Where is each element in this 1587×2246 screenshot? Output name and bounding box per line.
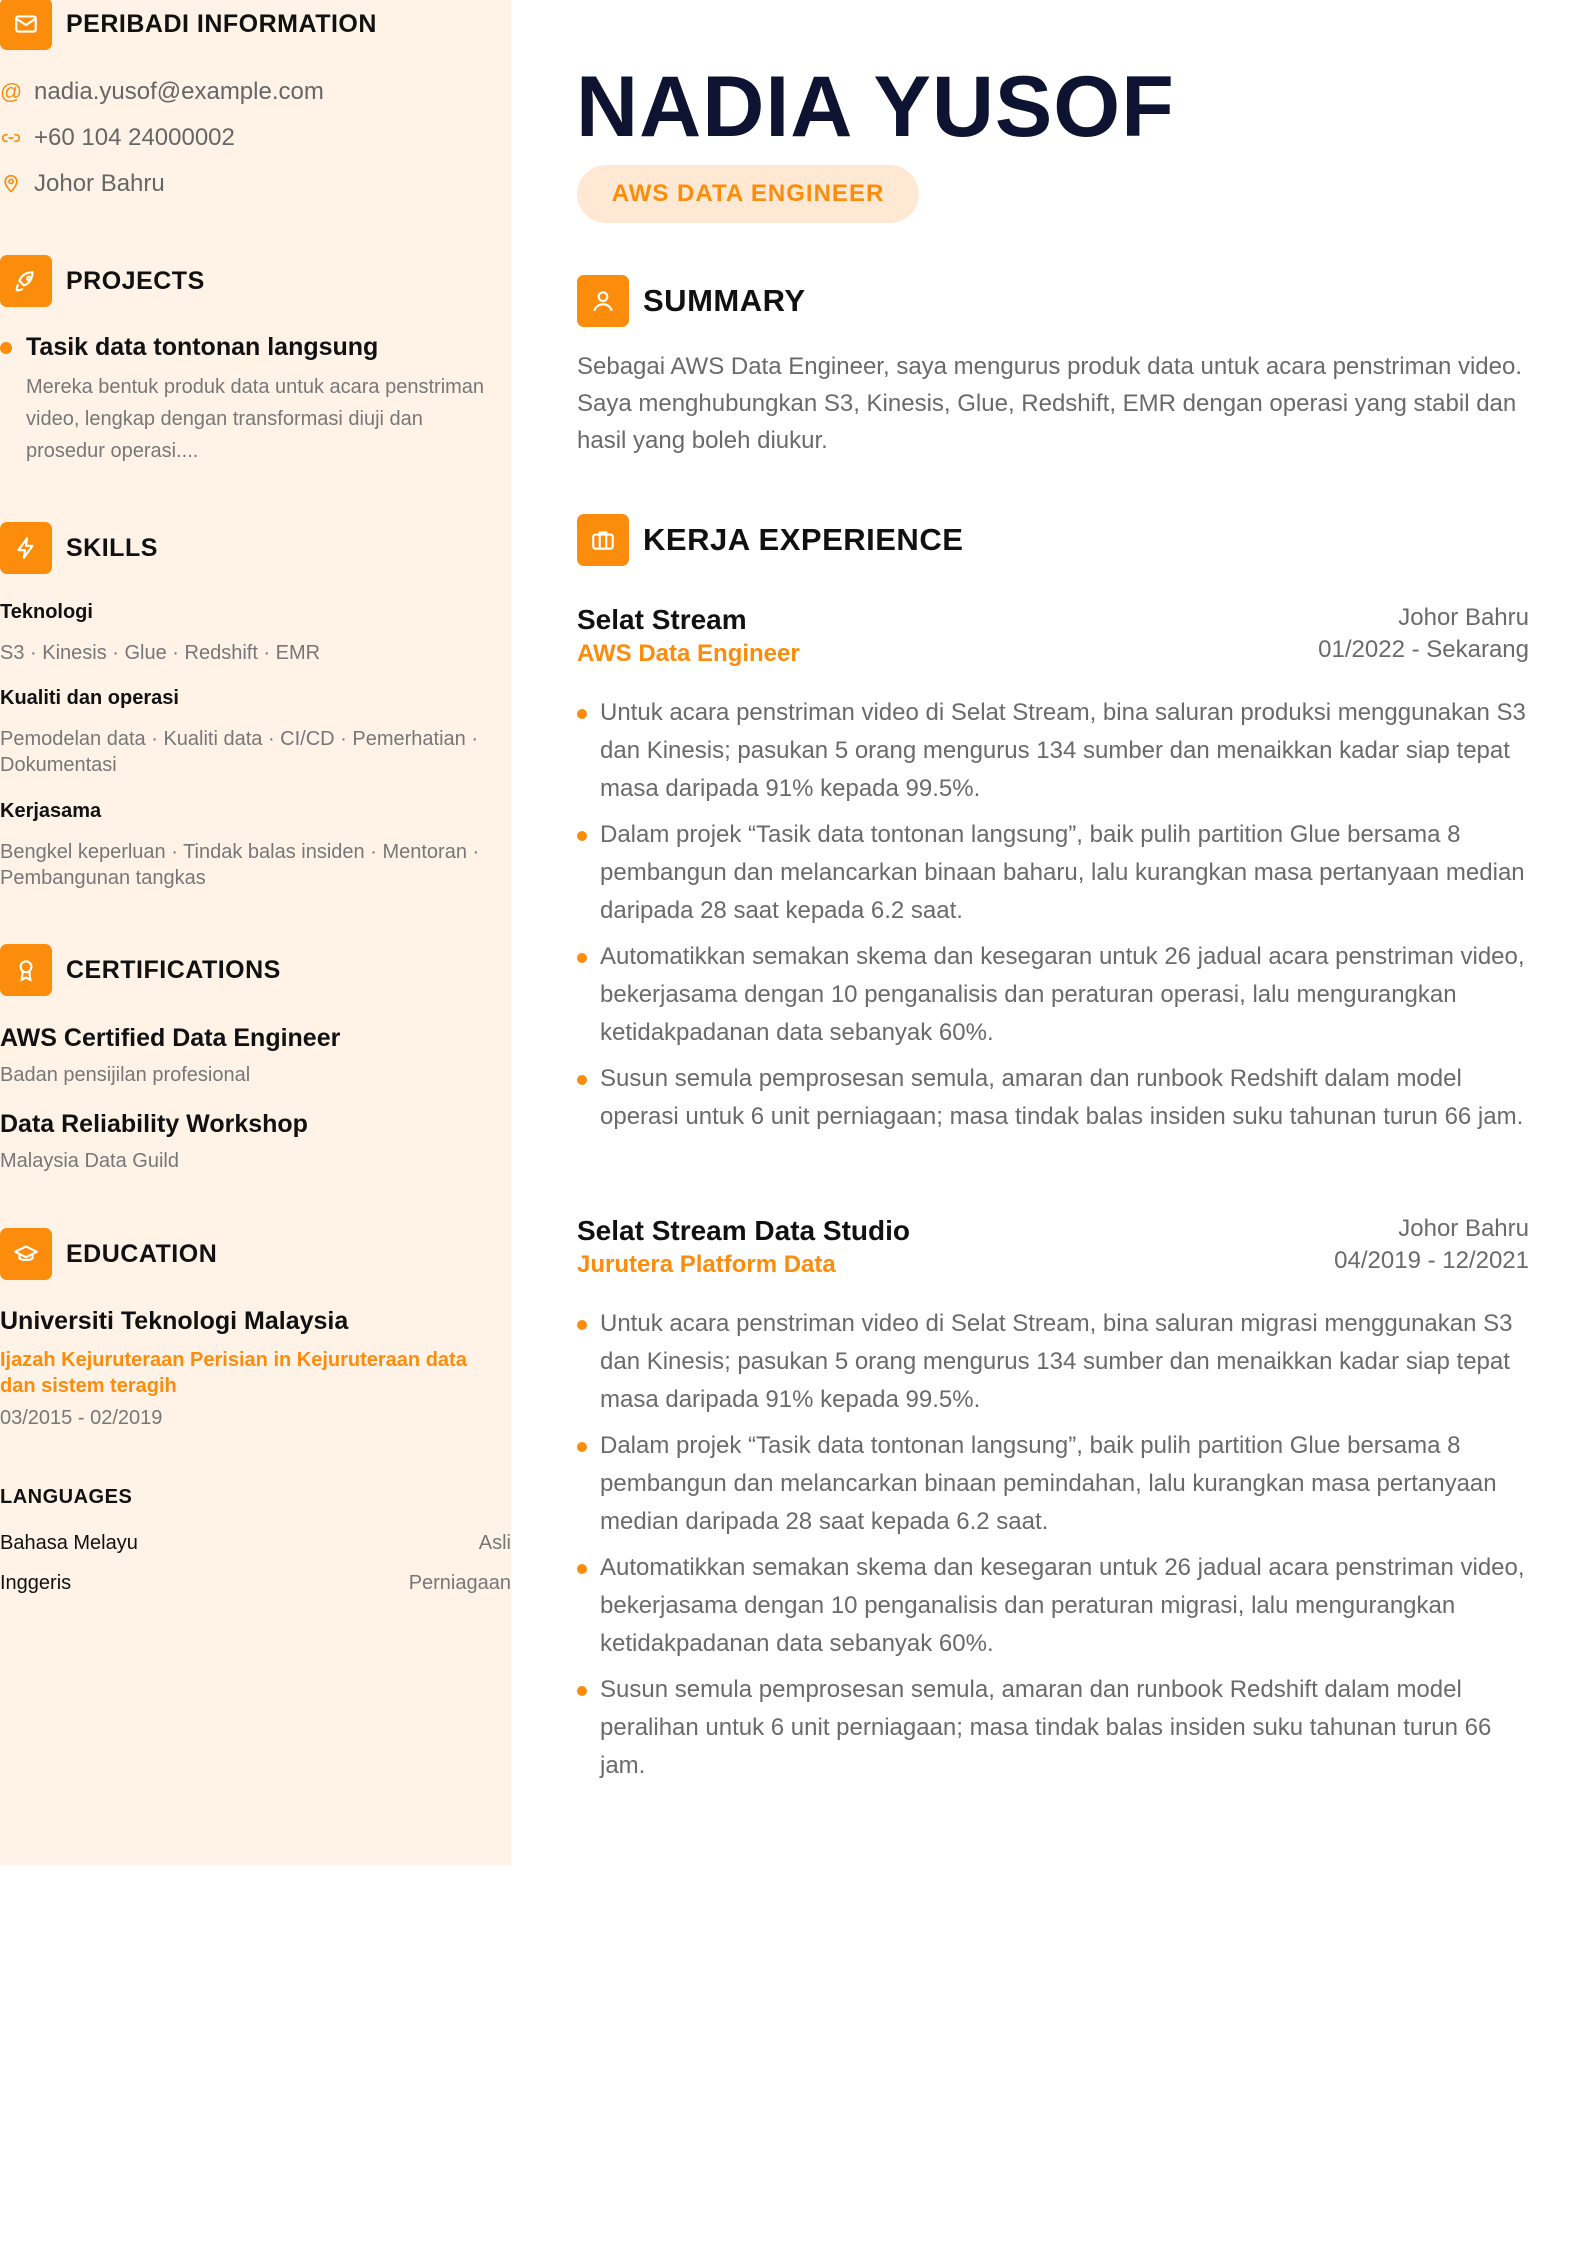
job-bullet: Untuk acara penstriman video di Selat Stream, bina saluran produksi menggunakan S3 dan Kinesis; pasukan 5 orang mengurus 134 sumber dan menaikkan kadar siap tepat masa daripada 91% kepada 99.5%. <box>577 694 1529 808</box>
cert-name: AWS Certified Data Engineer <box>0 1024 341 1052</box>
job-title: Jurutera Platform Data <box>577 1251 836 1278</box>
cert-org: Malaysia Data Guild <box>0 1150 179 1172</box>
job-title: AWS Data Engineer <box>577 640 800 667</box>
job-company: Selat Stream Data Studio <box>577 1215 910 1246</box>
summary-text: Sebagai AWS Data Engineer, saya mengurus produk data untuk acara penstriman video. Saya menghubungkan S3, Kinesis, Glue, Redshift, EMR dengan operasi yang stabil dan hasil yang boleh diukur. <box>577 353 1523 454</box>
personal-title: PERIBADI INFORMATION <box>66 9 377 38</box>
skills-section-header <box>0 522 158 574</box>
job-bullet: Dalam projek “Tasik data tontonan langsung”, baik pulih partition Glue bersama 8 pembangun dan melancarkan binaan pemindahan, lalu kurangkan masa pertanyaan median daripada 28 saat kepada 6.2 saat. <box>577 1427 1529 1541</box>
education-section-header <box>0 1228 217 1280</box>
job-bullets <box>577 1305 1529 1785</box>
education-school: Universiti Teknologi Malaysia <box>0 1307 349 1335</box>
skill-category: Teknologi <box>0 601 93 623</box>
project-name: Tasik data tontonan langsung <box>26 333 379 361</box>
experience-section-header <box>577 514 963 566</box>
projects-title: PROJECTS <box>66 266 205 295</box>
job-entry <box>577 1215 1529 1793</box>
lightning-icon <box>0 522 52 574</box>
job-meta <box>1318 602 1529 666</box>
job-bullet: Untuk acara penstriman video di Selat Stream, bina saluran migrasi menggunakan S3 dan Kinesis; pasukan 5 orang mengurus 134 sumber dan menaikkan kadar siap tepat masa daripada 91% kepada 99.5%. <box>577 1305 1529 1419</box>
briefcase-icon <box>577 514 629 566</box>
languages-title: LANGUAGES <box>0 1486 133 1508</box>
email-row[interactable] <box>0 78 324 106</box>
map-pin-icon <box>0 173 22 195</box>
language-name: Inggeris <box>0 1572 72 1594</box>
role-badge: AWS DATA ENGINEER <box>577 165 919 223</box>
job-location: Johor Bahru <box>1398 1215 1529 1242</box>
phone-text: +60 104 24000002 <box>34 124 235 151</box>
summary-section-header <box>577 275 806 327</box>
email-text: nadia.yusof@example.com <box>34 78 324 105</box>
project-item <box>0 333 378 362</box>
skill-list: Bengkel keperluan · Tindak balas insiden · Mentoran · Pembangunan tangkas <box>0 841 480 889</box>
job-bullet: Dalam projek “Tasik data tontonan langsung”, baik pulih partition Glue bersama 8 pembangun dan melancarkan binaan baharu, lalu kurangkan masa pertanyaan median daripada 28 saat kepada 6.2 saat. <box>577 816 1529 930</box>
skill-list: S3 · Kinesis · Glue · Redshift · EMR <box>0 642 321 664</box>
summary-title: SUMMARY <box>643 283 806 318</box>
job-entry <box>577 604 1529 1144</box>
phone-row[interactable] <box>0 124 235 152</box>
job-location: Johor Bahru <box>1398 604 1529 631</box>
certifications-title: CERTIFICATIONS <box>66 955 281 984</box>
job-company: Selat Stream <box>577 604 747 635</box>
location-row <box>0 170 165 198</box>
language-level: Perniagaan <box>408 1572 511 1594</box>
language-level: Asli <box>478 1532 511 1554</box>
job-bullets <box>577 694 1529 1136</box>
bullet-dot <box>0 342 12 354</box>
award-icon <box>0 944 52 996</box>
job-bullet: Susun semula pemprosesan semula, amaran dan runbook Redshift dalam model peralihan untuk 6 unit perniagaan; masa tindak balas insiden suku tahunan turun 66 jam. <box>577 1671 1529 1785</box>
rocket-icon <box>0 255 52 307</box>
job-bullet: Susun semula pemprosesan semula, amaran dan runbook Redshift dalam model operasi untuk 6 unit perniagaan; masa tindak balas insiden suku tahunan turun 66 jam. <box>577 1060 1529 1136</box>
education-dates: 03/2015 - 02/2019 <box>0 1407 163 1429</box>
cert-org: Badan pensijilan profesional <box>0 1064 251 1086</box>
job-dates: 01/2022 - Sekarang <box>1318 636 1529 663</box>
language-name: Bahasa Melayu <box>0 1532 138 1554</box>
skill-category: Kerjasama <box>0 800 102 822</box>
projects-section-header <box>0 255 205 307</box>
language-row <box>0 1572 511 1595</box>
candidate-name: NADIA YUSOF <box>576 59 1175 155</box>
experience-title: KERJA EXPERIENCE <box>643 522 964 557</box>
skill-list: Pemodelan data · Kualiti data · CI/CD · Pemerhatian · Dokumentasi <box>0 728 478 776</box>
graduation-cap-icon <box>0 1228 52 1280</box>
job-bullet: Automatikkan semakan skema dan kesegaran untuk 26 jadual acara penstriman video, bekerjasama dengan 10 penganalisis dan peraturan migrasi, lalu mengurangkan ketidakpadanan data sebanyak 60%. <box>577 1549 1529 1663</box>
at-icon: @ <box>0 79 23 104</box>
job-dates: 04/2019 - 12/2021 <box>1334 1247 1529 1274</box>
link-icon <box>0 127 22 149</box>
skill-category: Kualiti dan operasi <box>0 687 179 709</box>
skills-title: SKILLS <box>66 533 158 562</box>
mail-icon <box>0 0 52 50</box>
project-description: Mereka bentuk produk data untuk acara penstriman video, lengkap dengan transformasi diuji dan prosedur operasi.... <box>26 376 485 462</box>
education-degree: Ijazah Kejuruteraan Perisian in Kejuruteraan data dan sistem teragih <box>0 1349 467 1397</box>
personal-section-header <box>0 0 377 50</box>
certifications-section-header <box>0 944 281 996</box>
location-text: Johor Bahru <box>34 170 165 197</box>
language-row <box>0 1532 511 1555</box>
sidebar <box>0 0 511 1865</box>
user-icon <box>577 275 629 327</box>
education-title: EDUCATION <box>66 1239 218 1268</box>
job-meta <box>1334 1213 1529 1277</box>
job-bullet: Automatikkan semakan skema dan kesegaran untuk 26 jadual acara penstriman video, bekerjasama dengan 10 penganalisis dan peraturan operasi, lalu mengurangkan ketidakpadanan data sebanyak 60%. <box>577 938 1529 1052</box>
cert-name: Data Reliability Workshop <box>0 1110 308 1138</box>
